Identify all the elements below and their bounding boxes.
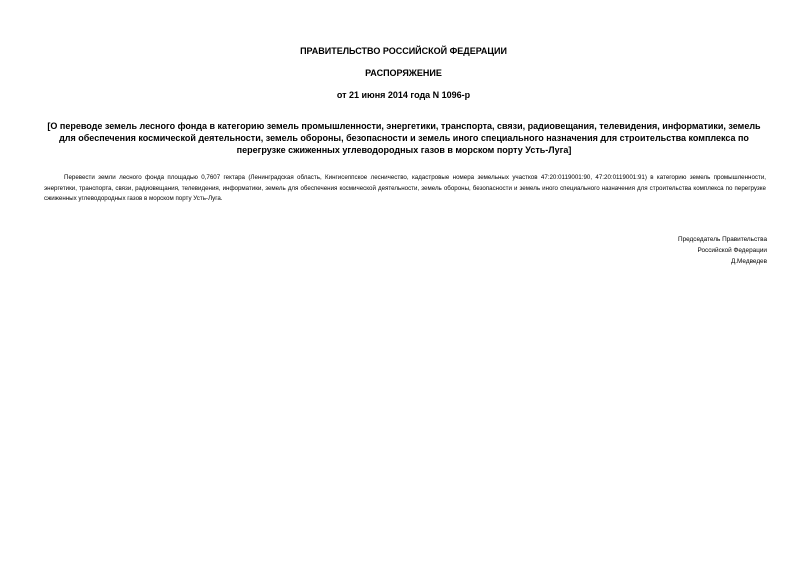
signature-block bbox=[678, 234, 767, 267]
signature-name: Д.Медведев bbox=[730, 258, 767, 265]
government-heading: ПРАВИТЕЛЬСТВО РОССИЙСКОЙ ФЕДЕРАЦИИ bbox=[300, 46, 507, 56]
body-paragraph: Перевести земли лесного фонда площадью 0,7607 гектара (Ленинградская область, Кингисеппское лесничество, кадастровые номера земельных участков 47:20:0119001:90, 47:20:0119001:91) в категорию земель промышленности, энергетики, транспорта, связи, радиовещания, телевидения, информатики, земель для обеспечения космической деятельности, земель обороны, безопасности и земель иного специального назначения для строительства комплекса по перегрузке сжиженных углеводородных газов в морском порту Усть-Луга. bbox=[44, 174, 766, 203]
document-title: [О переводе земель лесного фонда в категорию земель промышленности, энергетики, транспорта, связи, радиовещания, телевидения, информатики, земель для обеспечения космической деятельности, земель обороны, безопасности и земель иного специального назначения для строительства комплекса по перегрузке сжиженных углеводородных газов в морском порту Усть-Луга] bbox=[47, 121, 761, 155]
signature-position-line1: Председатель Правительства bbox=[678, 236, 767, 243]
date-number-heading: от 21 июня 2014 года N 1096-р bbox=[336, 90, 471, 100]
signature-position-line2: Российской Федерации bbox=[697, 247, 767, 254]
document-type-heading: РАСПОРЯЖЕНИЕ bbox=[365, 68, 442, 78]
